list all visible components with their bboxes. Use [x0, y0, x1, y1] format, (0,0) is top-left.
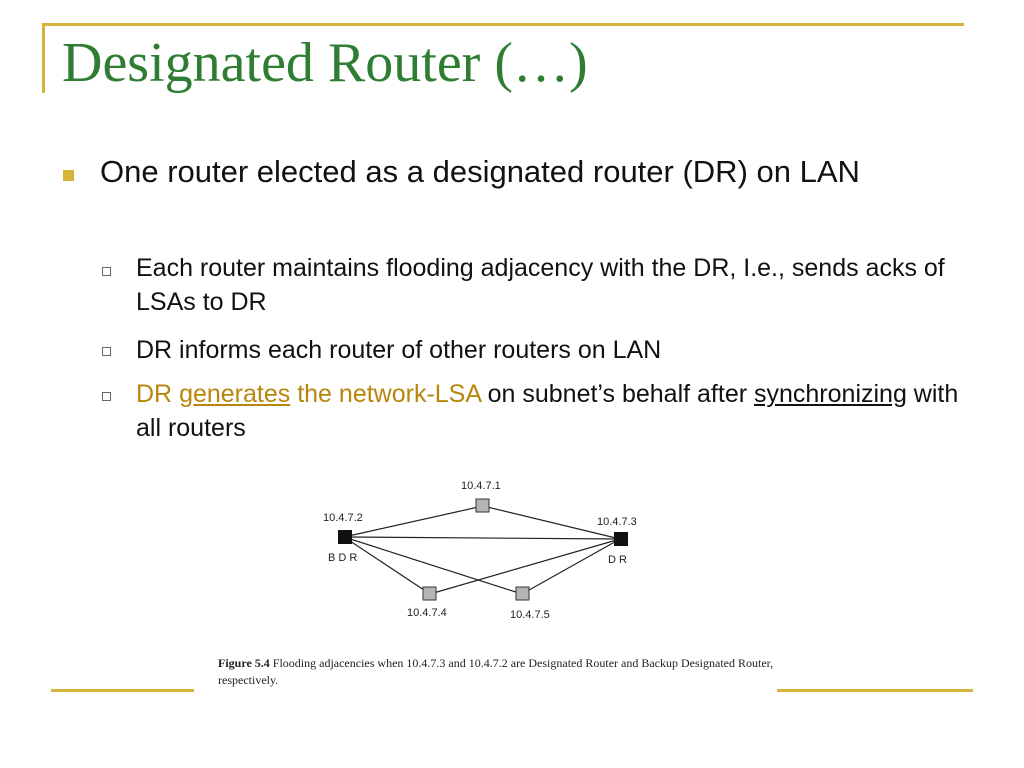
node-label-4: 10.4.7.4 [407, 607, 447, 619]
bottom-right-border-line [777, 689, 973, 692]
slide-title: Designated Router (…) [62, 32, 588, 94]
caption-text: Flooding adjacencies when 10.4.7.3 and 10.4.7.2 are Designated Router and Backup Designated Router, respectively. [218, 656, 774, 687]
caption-label: Figure 5.4 [218, 656, 270, 670]
sub-bullet-icon [102, 347, 111, 356]
sub-bullet-3 [136, 377, 976, 445]
adjacency-lines [344, 506, 620, 594]
router-node-4 [423, 587, 436, 600]
top-border-line [42, 23, 964, 26]
link-2-3 [344, 537, 620, 539]
routers-text: with all routers [136, 380, 959, 442]
network-lsa-text: the network-LSA [290, 380, 481, 408]
sub-bullet-icon [102, 267, 111, 276]
main-bullet-text: One router elected as a designated router (DR) on LAN [100, 154, 860, 189]
router-node-dr [614, 532, 628, 546]
sub-bullet-1: Each router maintains flooding adjacency with the DR, I.e., sends acks of LSAs to DR [136, 254, 945, 316]
generates-link-text: generates [179, 380, 291, 408]
dr-highlight-text: DR [136, 380, 180, 408]
router-node-bdr [338, 530, 352, 544]
node-label-1: 10.4.7.1 [461, 480, 501, 492]
bdr-label: B D R [328, 552, 358, 564]
node-label-3: 10.4.7.3 [597, 516, 637, 528]
flooding-adjacency-diagram [250, 470, 670, 630]
behalf-text: on subnet’s behalf after [480, 380, 754, 408]
link-2-4 [344, 537, 430, 594]
bullet-square-icon [63, 170, 74, 181]
sub-bullet-icon [102, 392, 111, 401]
figure-caption [218, 655, 778, 689]
dr-label: D R [608, 554, 627, 566]
router-node-5 [516, 587, 529, 600]
left-border-line [42, 23, 45, 93]
link-2-1 [344, 506, 483, 537]
link-4-3 [430, 539, 620, 594]
synchronizing-text: synchronizing [754, 380, 907, 408]
node-label-5: 10.4.7.5 [510, 609, 550, 621]
node-label-2: 10.4.7.2 [323, 512, 363, 524]
sub-bullet-2: DR informs each router of other routers on LAN [136, 336, 662, 364]
router-node-1 [476, 499, 489, 512]
bottom-left-border-line [51, 689, 194, 692]
link-5-3 [522, 539, 620, 594]
link-2-5 [344, 537, 522, 594]
